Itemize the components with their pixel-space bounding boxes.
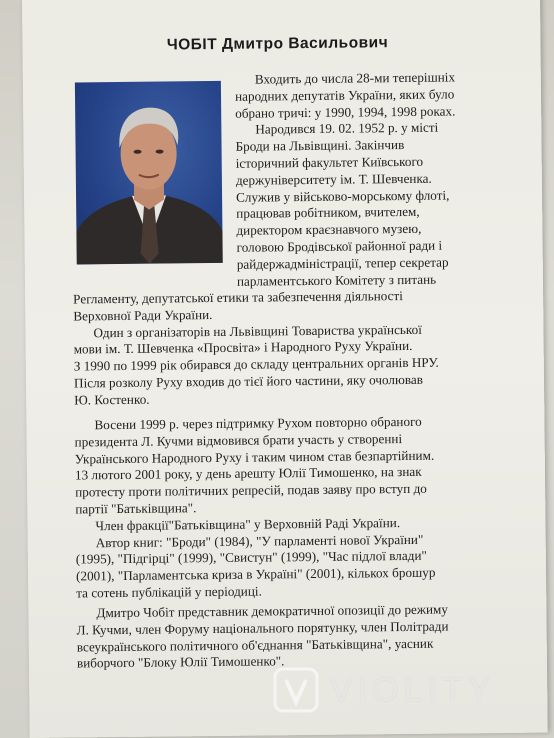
text-line: Після розколу Руху входив до тієї його частини, яку очолював xyxy=(73,371,424,391)
text-line: мови ім. Т. Шевченка «Просвіта» і Народного Руху України. xyxy=(73,338,413,357)
violity-logo-icon xyxy=(272,666,320,714)
watermark-text: VIOLITY xyxy=(330,670,496,709)
book-page xyxy=(22,0,548,738)
text-line: Ю. Костенко. xyxy=(74,391,150,408)
text-line: парламентського Комітету з питань xyxy=(236,271,437,289)
text-line: народних депутатів України, яких було xyxy=(234,86,455,104)
text-line: головою Бродівської районної ради і xyxy=(236,237,443,255)
text-line: Українського Народного Руху і таким чином став безпартійним. xyxy=(74,447,435,467)
text-line: всеукраїнського політичного об'єднання "Батьківщина", уасник xyxy=(76,635,434,655)
text-line: 13 лютого 2001 року, у день арешту Юлії Тимошенко, на знак xyxy=(74,464,422,483)
text-line: (2001), "Парламентська криза в Україні" (2001), кількох брошур xyxy=(75,564,436,584)
biography-block-3 xyxy=(76,601,517,673)
text-line: (1995), "Підгірці" (1999), "Свистун" (1999), "Час підлої влади" xyxy=(75,548,427,567)
text-line: Автор книг: "Броди" (1984), "У парламенті нової України" xyxy=(95,531,424,550)
biography-block-2 xyxy=(74,413,516,602)
text-line: Регламенту, депутатської етики та забезпечення діяльності xyxy=(73,288,404,307)
text-line: обрано тричі: у 1990, 1994, 1998 роках. xyxy=(235,103,456,121)
text-line: працював робітником, вчителем, xyxy=(236,204,420,222)
text-line: Верховної Ради України. xyxy=(73,306,213,324)
text-line: та сотень публікацій у періодиці. xyxy=(76,583,262,601)
text-line: директором краєзнавчого музею, xyxy=(236,221,422,238)
text-line: З 1990 по 1999 рік обирався до складу центральних органів НРУ. xyxy=(73,354,439,374)
biography-block-1 xyxy=(73,287,514,409)
violity-watermark xyxy=(272,665,542,715)
text-line: Служив у військово-морському флоті, xyxy=(235,187,450,205)
text-line: Народився 19. 02. 1952 р. у місті xyxy=(255,120,439,137)
text-line: Член фракції"Батьківщина" у Верховній Раді України. xyxy=(95,514,401,534)
text-line: райдержадміністрації, тепер секретар xyxy=(236,254,449,272)
text-line: Л. Кучми, член Форуму національного порятунку, член Політради xyxy=(76,618,449,638)
text-line: президента Л. Кучми відмовився брати участь у створенні xyxy=(74,430,403,450)
intro-column xyxy=(235,69,507,290)
portrait-photo xyxy=(75,81,223,265)
page-title: ЧОБІТ Дмитро Васильович xyxy=(166,34,389,54)
text-line: Броди на Львівщині. Закінчив xyxy=(235,137,405,154)
text-line: протесту проти політичних репресій, подав заяву про вступ до xyxy=(75,480,427,500)
text-line: історичний факультет Київського xyxy=(235,153,424,171)
text-line: Восени 1999 р. через підтримку Рухом повторно обраного xyxy=(94,413,422,433)
text-line: держуніверситету ім. Т. Шевченка. xyxy=(235,170,432,188)
text-line: Дмитро Чобіт представник демократичної опозиції до режиму xyxy=(96,601,449,621)
text-line: виборчого "Блоку Юлії Тимошенко". xyxy=(76,653,285,671)
text-line: Входить до числа 28-ми теперішніх xyxy=(254,69,456,87)
text-line: партії "Батьківщина". xyxy=(75,500,197,517)
text-line: Один з організаторів на Львівщині Товариства української xyxy=(93,321,422,340)
